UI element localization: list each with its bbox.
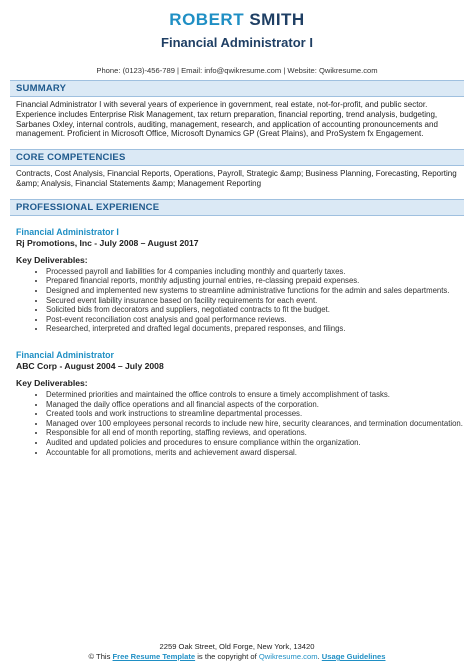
summary-heading: SUMMARY bbox=[10, 80, 464, 97]
contact-line: Phone: (0123)-456-789 | Email: info@qwikresume.com | Website: Qwikresume.com bbox=[96, 66, 378, 75]
list-item: • Post-event reconciliation cost analysis and goal performance reviews. bbox=[46, 315, 464, 325]
resume-footer bbox=[0, 642, 474, 662]
summary-text: Financial Administrator I with several years of experience in government, real estate, not-for-profit, and public sector. Experience includes Enterprise Risk Management, tax return preparation, financial reporting, trend analysis, budgeting, Sarbanes Oxley, internal controls, auditing, management, research, and application of accounting pronouncements and management. Proficient in Microsoft Office, Microsoft Dynamics GP (Great Plains), and ProSystem fx Engagement. bbox=[16, 100, 438, 139]
job-entry-2 bbox=[10, 350, 464, 457]
footer-separator: . bbox=[317, 652, 320, 661]
job-title: Financial Administrator bbox=[16, 349, 114, 360]
list-item: • Managed over 100 employees personal records to include new hire, security clearances, and termination documentation. bbox=[46, 419, 464, 429]
free-resume-template-link[interactable]: Free Resume Template bbox=[112, 652, 196, 661]
footer-copyright bbox=[0, 652, 474, 662]
list-item: • Created tools and work instructions to streamline departmental processes. bbox=[46, 409, 464, 419]
list-item: • Designed and implemented new systems to streamline administrative functions for the admin and sales departments. bbox=[46, 286, 464, 296]
list-item: • Managed the daily office operations and all financial aspects of the corporation. bbox=[46, 400, 464, 410]
experience-heading: PROFESSIONAL EXPERIENCE bbox=[10, 199, 464, 216]
candidate-title: Financial Administrator I bbox=[161, 35, 313, 50]
list-item: • Audited and updated policies and procedures to ensure compliance within the organization. bbox=[46, 438, 464, 448]
last-name: SMITH bbox=[249, 10, 305, 29]
key-deliverables-label: Key Deliverables: bbox=[16, 254, 88, 265]
list-item: • Solicited bids from decorators and suppliers, negotiated contracts to fit the budget. bbox=[46, 305, 464, 315]
list-item: • Prepared financial reports, monthly adjusting journal entries, re-classing prepaid expenses. bbox=[46, 276, 464, 286]
list-item: • Responsible for all end of month reporting, staffing reviews, and operations. bbox=[46, 428, 464, 438]
job-company-dates: Rj Promotions, Inc - July 2008 – August 2017 bbox=[16, 237, 199, 248]
usage-guidelines-link[interactable]: Usage Guidelines bbox=[321, 652, 386, 661]
competencies-text: Contracts, Cost Analysis, Financial Reports, Operations, Payroll, Strategic &amp; Business Planning, Forecasting, Reporting &amp; Analysis, Financial Statements &amp; Management Reporting bbox=[16, 169, 457, 188]
list-item: • Accountable for all promotions, merits and achievement award dispersal. bbox=[46, 448, 464, 458]
job-company-dates: ABC Corp - August 2004 – July 2008 bbox=[16, 360, 164, 371]
footer-address: 2259 Oak Street, Old Forge, New York, 13420 bbox=[159, 642, 315, 651]
first-name: ROBERT bbox=[169, 10, 245, 29]
competencies-heading: CORE COMPETENCIES bbox=[10, 149, 464, 166]
list-item: • Secured event liability insurance based on facility requirements for each event. bbox=[46, 296, 464, 306]
copyright-prefix: © This bbox=[88, 652, 111, 661]
copyright-middle: is the copyright of bbox=[197, 652, 257, 661]
key-deliverables-label: Key Deliverables: bbox=[16, 377, 88, 388]
resume-header bbox=[10, 0, 464, 76]
deliverables-list bbox=[10, 390, 464, 457]
list-item: • Processed payroll and liabilities for 4 companies including monthly and quarterly taxes. bbox=[46, 267, 464, 277]
job-entry-1 bbox=[10, 227, 464, 334]
deliverables-list bbox=[10, 267, 464, 334]
list-item: • Researched, interpreted and drafted legal documents, prepared responses, and filings. bbox=[46, 324, 464, 334]
site-name: Qwikresume.com bbox=[258, 652, 318, 661]
job-title: Financial Administrator I bbox=[16, 226, 119, 237]
list-item: • Determined priorities and maintained the office controls to ensure a timely accomplishment of tasks. bbox=[46, 390, 464, 400]
candidate-name bbox=[10, 10, 464, 30]
